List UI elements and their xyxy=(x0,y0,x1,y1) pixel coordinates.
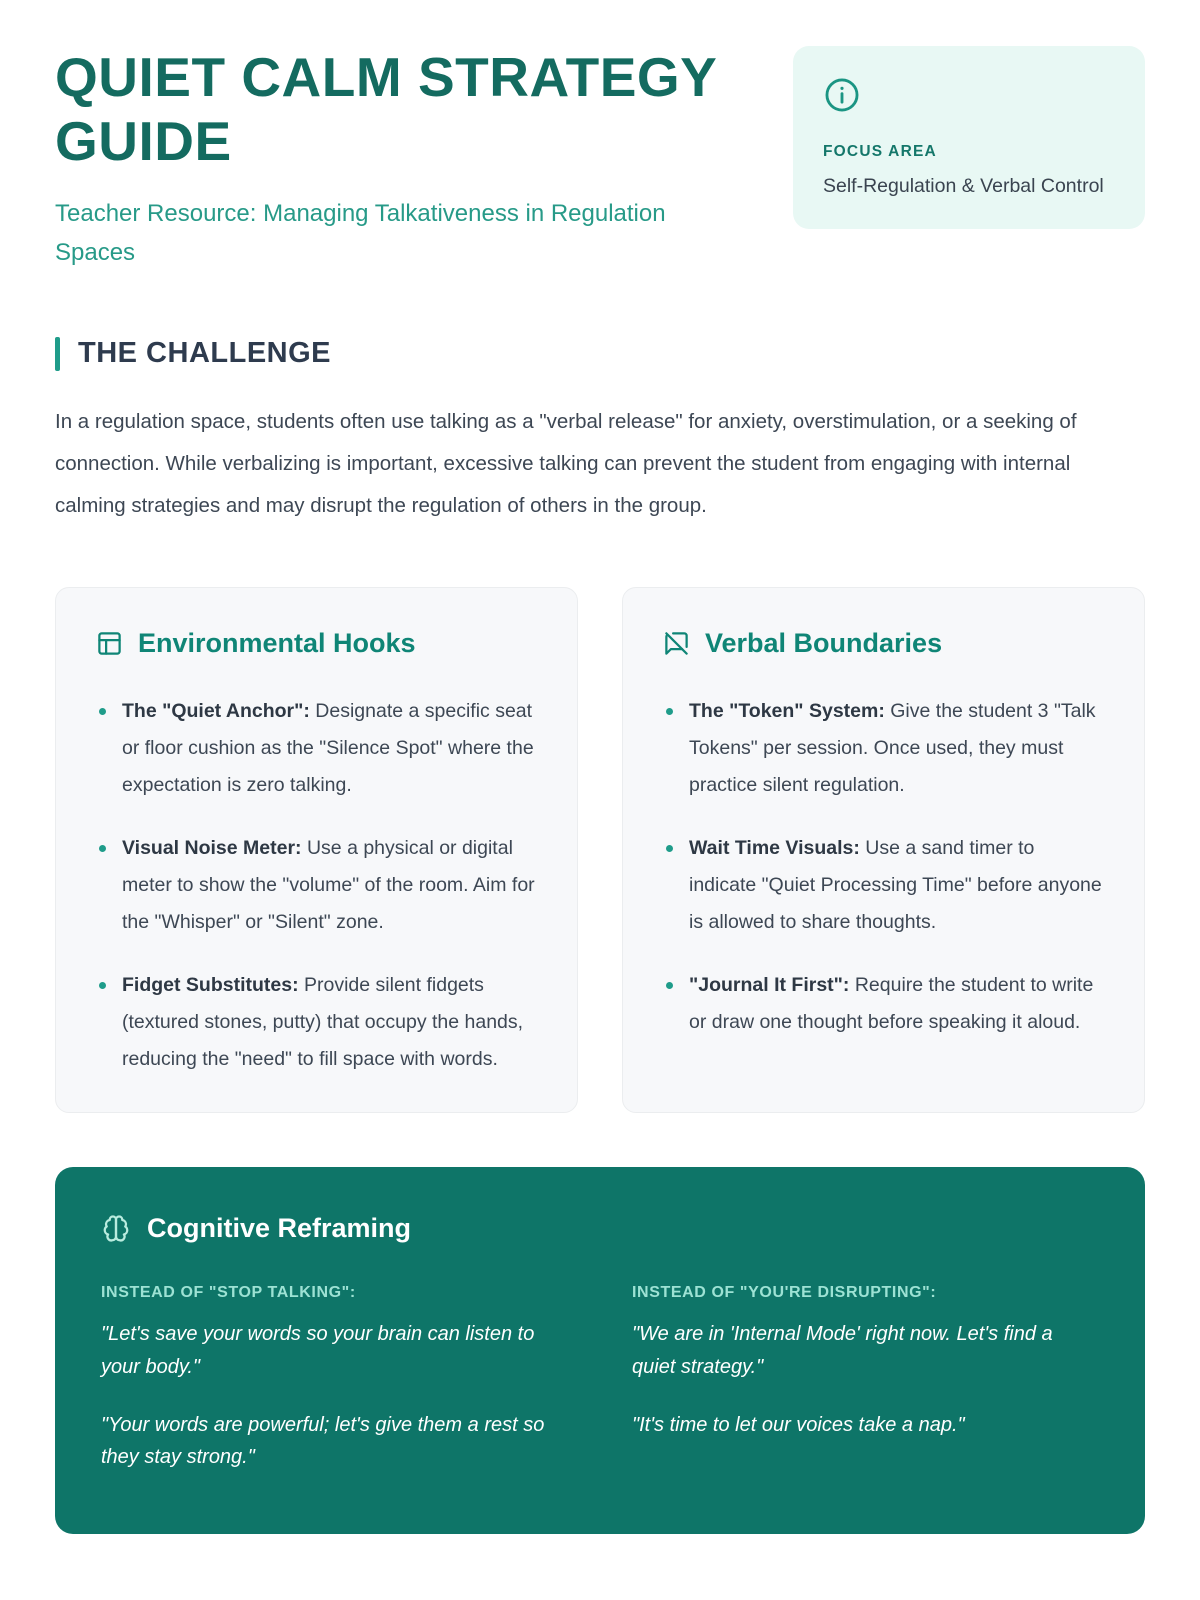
page-subtitle: Teacher Resource: Managing Talkativeness in Regulation Spaces xyxy=(55,199,666,267)
strategy-item xyxy=(96,830,537,941)
strategy-item-label: Wait Time Visuals: xyxy=(689,836,860,859)
layout-panels-icon xyxy=(96,630,123,657)
card-title: Verbal Boundaries xyxy=(705,627,943,658)
message-off-icon xyxy=(663,630,690,657)
strategy-item xyxy=(663,693,1104,804)
reframing-column-label: INSTEAD OF "STOP TALKING": xyxy=(101,1284,356,1302)
challenge-body: In a regulation space, students often use talking as a "verbal release" for anxiety, overstimulation, or a seeking of connection. While verbalizing is important, excessive talking can prevent the student from engaging with internal calming strategies and may disrupt the regulation of others in the group. xyxy=(55,409,1077,517)
challenge-section xyxy=(55,337,1145,527)
strategy-item-label: "Journal It First": xyxy=(689,974,850,997)
strategy-item-label: The "Quiet Anchor": xyxy=(122,699,310,722)
strategy-item-text: Use a physical or digital meter to show the "volume" of the room. Aim for the "Whisper" or "Silent" zone. xyxy=(122,836,535,934)
strategy-item-text: Give the student 3 "Talk Tokens" per session. Once used, they must practice silent regulation. xyxy=(689,699,1096,796)
reframing-columns xyxy=(101,1284,1099,1474)
reframing-title: Cognitive Reframing xyxy=(147,1213,412,1244)
focus-area-label: FOCUS AREA xyxy=(823,143,937,160)
strategy-item-label: Visual Noise Meter: xyxy=(122,836,302,859)
header-title-block xyxy=(55,46,775,273)
strategy-item xyxy=(96,967,537,1078)
strategy-list xyxy=(96,693,537,1078)
info-icon xyxy=(823,76,861,114)
cognitive-reframing-card xyxy=(55,1167,1145,1534)
strategy-list xyxy=(663,693,1104,1041)
strategy-item-text: Provide silent fidgets (textured stones, putty) that occupy the hands, reducing the "need" to fill space with words. xyxy=(122,974,524,1071)
focus-area-card xyxy=(793,46,1145,229)
focus-area-value: Self-Regulation & Verbal Control xyxy=(823,175,1104,197)
challenge-heading xyxy=(55,337,1145,371)
card-header xyxy=(663,628,1104,659)
reframing-quote: "We are in 'Internal Mode' right now. Let's find a quiet strategy." xyxy=(632,1323,1053,1378)
strategy-item xyxy=(96,693,537,804)
brain-icon xyxy=(101,1214,131,1244)
strategy-item xyxy=(663,830,1104,941)
challenge-heading-text: THE CHALLENGE xyxy=(78,337,331,370)
strategy-item-text: Use a sand timer to indicate "Quiet Processing Time" before anyone is allowed to share thoughts. xyxy=(689,836,1102,934)
strategy-item-label: Fidget Substitutes: xyxy=(122,974,299,997)
page-title: QUIET CALM STRATEGY GUIDE xyxy=(55,46,717,172)
card-verbal-boundaries xyxy=(622,587,1145,1113)
reframing-header xyxy=(101,1213,1099,1244)
strategy-item-label: The "Token" System: xyxy=(689,699,885,722)
card-title: Environmental Hooks xyxy=(138,627,416,658)
reframing-quote: "It's time to let our voices take a nap." xyxy=(632,1414,965,1437)
card-header xyxy=(96,628,537,659)
reframing-column-disrupting xyxy=(632,1284,1099,1474)
strategy-item-text: Require the student to write or draw one thought before speaking it aloud. xyxy=(689,974,1094,1034)
reframing-column-stop-talking xyxy=(101,1284,568,1474)
heading-accent-bar xyxy=(55,337,60,371)
reframing-quote: "Your words are powerful; let's give them a rest so they stay strong." xyxy=(101,1414,545,1469)
reframing-column-label: INSTEAD OF "YOU'RE DISRUPTING": xyxy=(632,1284,937,1302)
header xyxy=(55,46,1145,273)
strategy-cards xyxy=(55,587,1145,1113)
card-environmental-hooks xyxy=(55,587,578,1113)
strategy-item-text: Designate a specific seat or floor cushion as the "Silence Spot" where the expectation is zero talking. xyxy=(122,699,534,796)
reframing-quote: "Let's save your words so your brain can listen to your body." xyxy=(101,1323,535,1378)
strategy-item xyxy=(663,967,1104,1041)
